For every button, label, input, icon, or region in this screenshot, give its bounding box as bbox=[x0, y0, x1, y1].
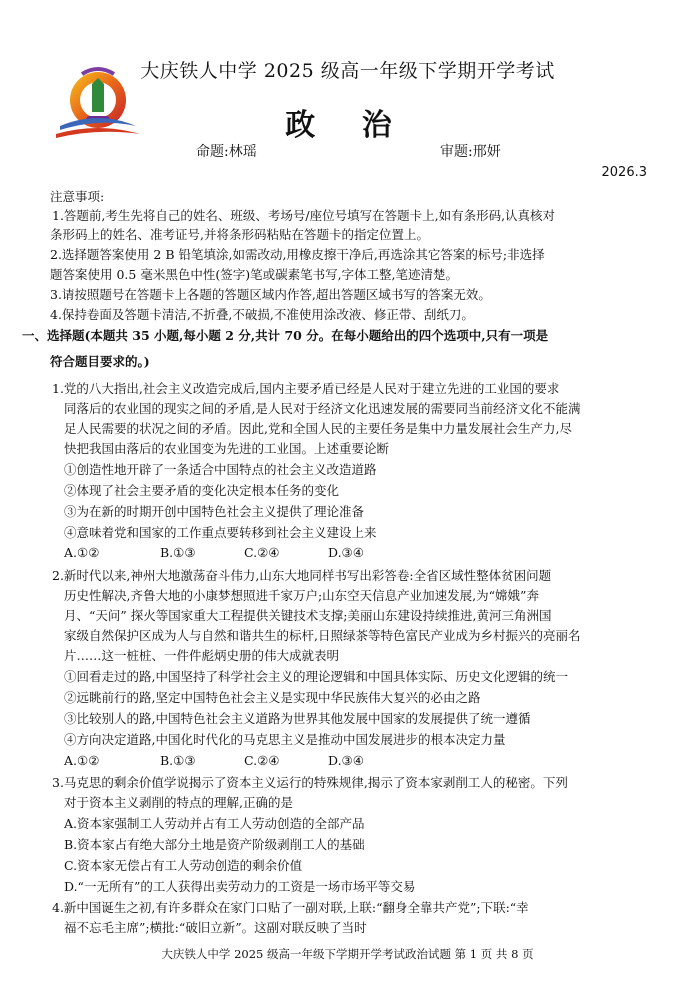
option-b[interactable]: B.①③ bbox=[160, 545, 196, 560]
question-2-options bbox=[64, 751, 647, 771]
question-3-text: 对于资本主义剥削的特点的理解,正确的是 bbox=[64, 795, 293, 810]
question-1-options bbox=[64, 543, 647, 563]
subject-title: 政 治 bbox=[285, 108, 410, 143]
option-a[interactable]: A.资本家强制工人劳动并占有工人劳动创造的全部产品 bbox=[64, 816, 365, 831]
option-c[interactable]: C.②④ bbox=[244, 545, 280, 560]
question-4-text: 福不忘毛主席”;横批:“破旧立新”。这副对联反映了当时 bbox=[64, 920, 367, 935]
question-2-statement: ②远眺前行的路,坚定中国特色社会主义是实现中华民族伟大复兴的必由之路 bbox=[64, 690, 481, 705]
question-4-text: 4.新中国诞生之初,有许多群众在家门口贴了一副对联,上联:“翻身全靠共产党”;下联:“幸 bbox=[52, 900, 529, 915]
question-1-text: 1.党的八大指出,社会主义改造完成后,国内主要矛盾已经是人民对于建立先进的工业国的要求 bbox=[52, 381, 560, 396]
question-2-text: 历史性解决,齐鲁大地的小康梦想照进千家万户;山东空天信息产业加速发展,为“嫦娥”奔 bbox=[64, 588, 539, 603]
section-heading: 符合题目要求的。) bbox=[50, 354, 150, 369]
question-2-text: 家级自然保护区成为人与自然和谐共生的标杆,日照绿茶等特色富民产业成为乡村振兴的亮丽名 bbox=[64, 628, 581, 643]
option-c[interactable]: C.资本家无偿占有工人劳动创造的剩余价值 bbox=[64, 858, 303, 873]
reviewer-name: 审题:邢妍 bbox=[440, 144, 501, 160]
question-2-text: 片……这一桩桩、一件件彪炳史册的伟大成就表明 bbox=[64, 648, 340, 663]
question-1-statement: ①创造性地开辟了一条适合中国特点的社会主义改造道路 bbox=[64, 462, 377, 477]
notice-line: 1.答题前,考生先将自己的姓名、班级、考场号/座位号填写在答题卡上,如有条形码,认真核对 bbox=[52, 208, 556, 223]
option-b[interactable]: B.①③ bbox=[160, 753, 196, 768]
question-1-statement: ④意味着党和国家的工作重点要转移到社会主义建设上来 bbox=[64, 525, 377, 540]
question-2-statement: ④方向决定道路,中国化时代化的马克思主义是推动中国发展进步的根本决定力量 bbox=[64, 732, 506, 747]
exam-title: 大庆铁人中学 2025 级高一年级下学期开学考试 bbox=[140, 60, 555, 82]
section-heading: 一、选择题(本题共 35 小题,每小题 2 分,共计 70 分。在每小题给出的四个选项中,只有一项是 bbox=[22, 328, 549, 343]
question-1-text: 足人民需要的状况之间的矛盾。因此,党和全国人民的主要任务是集中力量发展社会生产力,尽 bbox=[64, 421, 572, 436]
question-1-text: 同落后的农业国的现实之间的矛盾,是人民对于经济文化迅速发展的需要同当前经济文化不能满 bbox=[64, 401, 581, 416]
question-2-statement: ③比较别人的路,中国特色社会主义道路为世界其他发展中国家的发展提供了统一遵循 bbox=[64, 711, 531, 726]
question-1-text: 快把我国由落后的农业国变为先进的工业国。上述重要论断 bbox=[64, 441, 390, 456]
notice-line: 4.保持卷面及答题卡清洁,不折叠,不破损,不准使用涂改液、修正带、刮纸刀。 bbox=[50, 307, 474, 322]
notice-line: 3.请按照题号在答题卡上各题的答题区域内作答,超出答题区域书写的答案无效。 bbox=[50, 287, 491, 302]
question-1-statement: ③为在新的时期开创中国特色社会主义提供了理论准备 bbox=[64, 504, 365, 519]
question-2-text: 月、“天问” 探火等国家重大工程提供关键技术支撑;美丽山东建设持续推进,黄河三角洲国 bbox=[64, 608, 552, 623]
question-2-statement: ①回看走过的路,中国坚持了科学社会主义的理论逻辑和中国具体实际、历史文化逻辑的统一 bbox=[64, 669, 568, 684]
option-a[interactable]: A.①② bbox=[64, 753, 100, 768]
setter-name: 命题:林瑶 bbox=[196, 144, 257, 160]
option-c[interactable]: C.②④ bbox=[244, 753, 280, 768]
notice-line: 条形码上的姓名、准考证号,并将条形码粘贴在答题卡的指定位置上。 bbox=[50, 227, 429, 242]
exam-date: 2026.3 bbox=[601, 165, 647, 180]
question-2-text: 2.新时代以来,神州大地激荡奋斗伟力,山东大地同样书写出彩答卷:全省区域性整体贫困问题 bbox=[52, 568, 552, 583]
page-footer: 大庆铁人中学 2025 级高一年级下学期开学考试政治试题 第 1 页 共 8 页 bbox=[161, 947, 534, 961]
question-1-statement: ②体现了社会主要矛盾的变化决定根本任务的变化 bbox=[64, 483, 340, 498]
notice-line: 2.选择题答案使用 2 B 铅笔填涂,如需改动,用橡皮擦干净后,再选涂其它答案的标号;非选择 bbox=[50, 247, 545, 262]
option-a[interactable]: A.①② bbox=[64, 545, 100, 560]
option-d[interactable]: D.③④ bbox=[328, 545, 364, 560]
option-d[interactable]: D.“一无所有”的工人获得出卖劳动力的工资是一场市场平等交易 bbox=[64, 879, 416, 894]
notice-line: 题答案使用 0.5 毫米黑色中性(签字)笔或碳素笔书写,字体工整,笔迹清楚。 bbox=[50, 267, 459, 282]
option-b[interactable]: B.资本家占有绝大部分土地是资产阶级剥削工人的基础 bbox=[64, 837, 365, 852]
notice-heading: 注意事项: bbox=[50, 189, 105, 204]
option-d[interactable]: D.③④ bbox=[328, 753, 364, 768]
question-3-text: 3.马克思的剩余价值学说揭示了资本主义运行的特殊规律,揭示了资本家剥削工人的秘密。下列 bbox=[52, 775, 568, 790]
